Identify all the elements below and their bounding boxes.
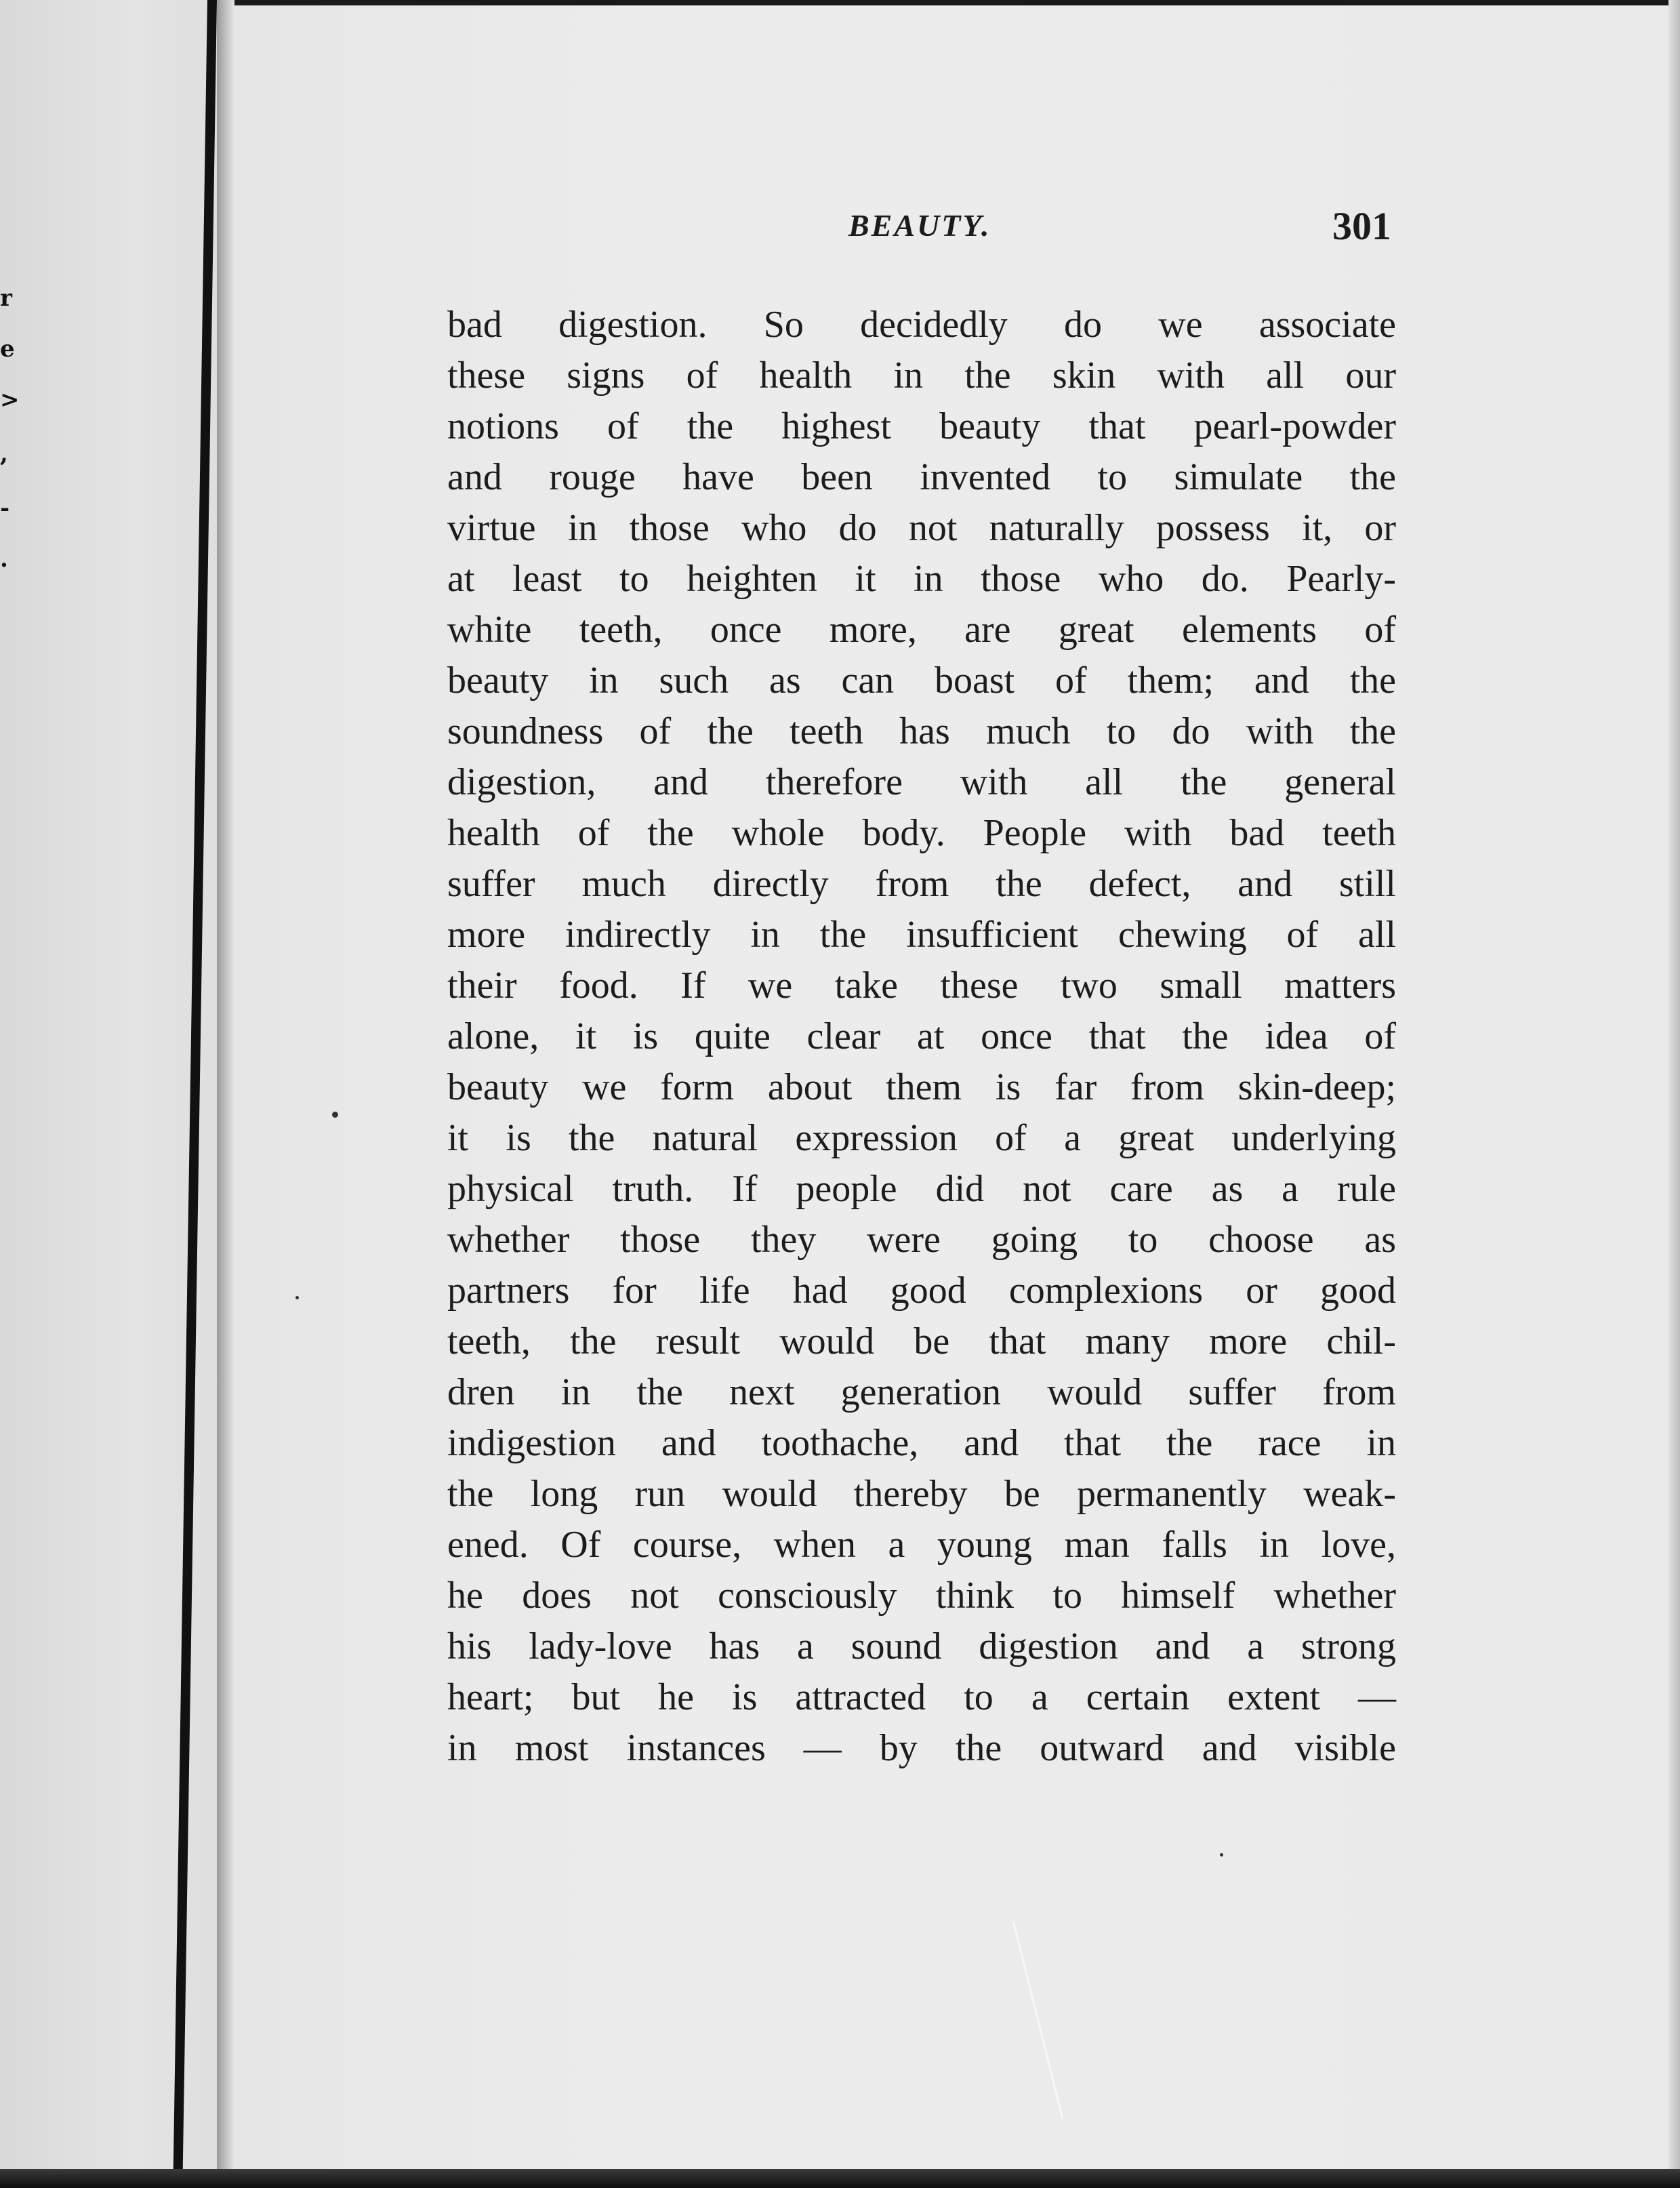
edge-mark: > bbox=[0, 386, 20, 413]
text-line: these signs of health in the skin with all our bbox=[447, 354, 1396, 397]
text-line: ened. Of course, when a young man falls in love, bbox=[447, 1524, 1396, 1566]
text-line: health of the whole body. People with bad teeth bbox=[447, 812, 1396, 854]
text-line: virtue in those who do not naturally possess it, or bbox=[447, 507, 1396, 549]
text-line: white teeth, once more, are great elements of bbox=[447, 609, 1396, 651]
text-line: partners for life had good complexions or good bbox=[447, 1270, 1396, 1312]
dust-speck bbox=[332, 1112, 338, 1118]
edge-mark: r bbox=[0, 285, 12, 312]
text-line: suffer much directly from the defect, and still bbox=[447, 863, 1396, 905]
text-line: physical truth. If people did not care as a rule bbox=[447, 1168, 1396, 1210]
running-title: BEAUTY. bbox=[848, 208, 991, 243]
scan-right-edge bbox=[1668, 0, 1680, 2188]
edge-mark: , bbox=[0, 441, 8, 468]
text-line: their food. If we take these two small matters bbox=[447, 965, 1396, 1007]
text-line: whether those they were going to choose as bbox=[447, 1219, 1396, 1261]
scan-bottom-border bbox=[0, 2169, 1680, 2188]
text-line: in most instances — by the outward and visible bbox=[447, 1727, 1396, 1769]
text-line: he does not consciously think to himself whether bbox=[447, 1575, 1396, 1617]
edge-mark: - bbox=[0, 495, 10, 522]
text-line: heart; but he is attracted to a certain extent — bbox=[447, 1676, 1396, 1718]
text-line: beauty in such as can boast of them; and the bbox=[447, 660, 1396, 702]
edge-mark: . bbox=[0, 546, 8, 573]
edge-mark: e bbox=[0, 336, 15, 363]
body-text bbox=[447, 300, 1396, 1774]
text-line: the long run would thereby be permanently weak- bbox=[447, 1473, 1396, 1515]
text-line: soundness of the teeth has much to do with the bbox=[447, 710, 1396, 752]
scan-top-border bbox=[234, 0, 1680, 5]
dust-speck bbox=[1220, 1853, 1223, 1857]
text-line: notions of the highest beauty that pearl-powder bbox=[447, 405, 1396, 447]
text-line: it is the natural expression of a great underlying bbox=[447, 1117, 1396, 1159]
page-number: 301 bbox=[1332, 204, 1391, 248]
text-line: more indirectly in the insufficient chewing of all bbox=[447, 914, 1396, 956]
text-line: bad digestion. So decidedly do we associate bbox=[447, 304, 1396, 346]
text-line: digestion, and therefore with all the general bbox=[447, 761, 1396, 803]
text-line: and rouge have been invented to simulate the bbox=[447, 456, 1396, 498]
text-line: teeth, the result would be that many more chil- bbox=[447, 1320, 1396, 1362]
text-line: his lady-love has a sound digestion and a strong bbox=[447, 1625, 1396, 1667]
text-line: beauty we form about them is far from skin-deep; bbox=[447, 1066, 1396, 1108]
dust-speck bbox=[295, 1296, 299, 1299]
text-line: alone, it is quite clear at once that the idea of bbox=[447, 1015, 1396, 1057]
text-line: at least to heighten it in those who do. Pearly- bbox=[447, 558, 1396, 600]
text-line: dren in the next generation would suffer from bbox=[447, 1371, 1396, 1413]
gutter-shadow bbox=[217, 0, 234, 2188]
text-line: indigestion and toothache, and that the race in bbox=[447, 1422, 1396, 1464]
